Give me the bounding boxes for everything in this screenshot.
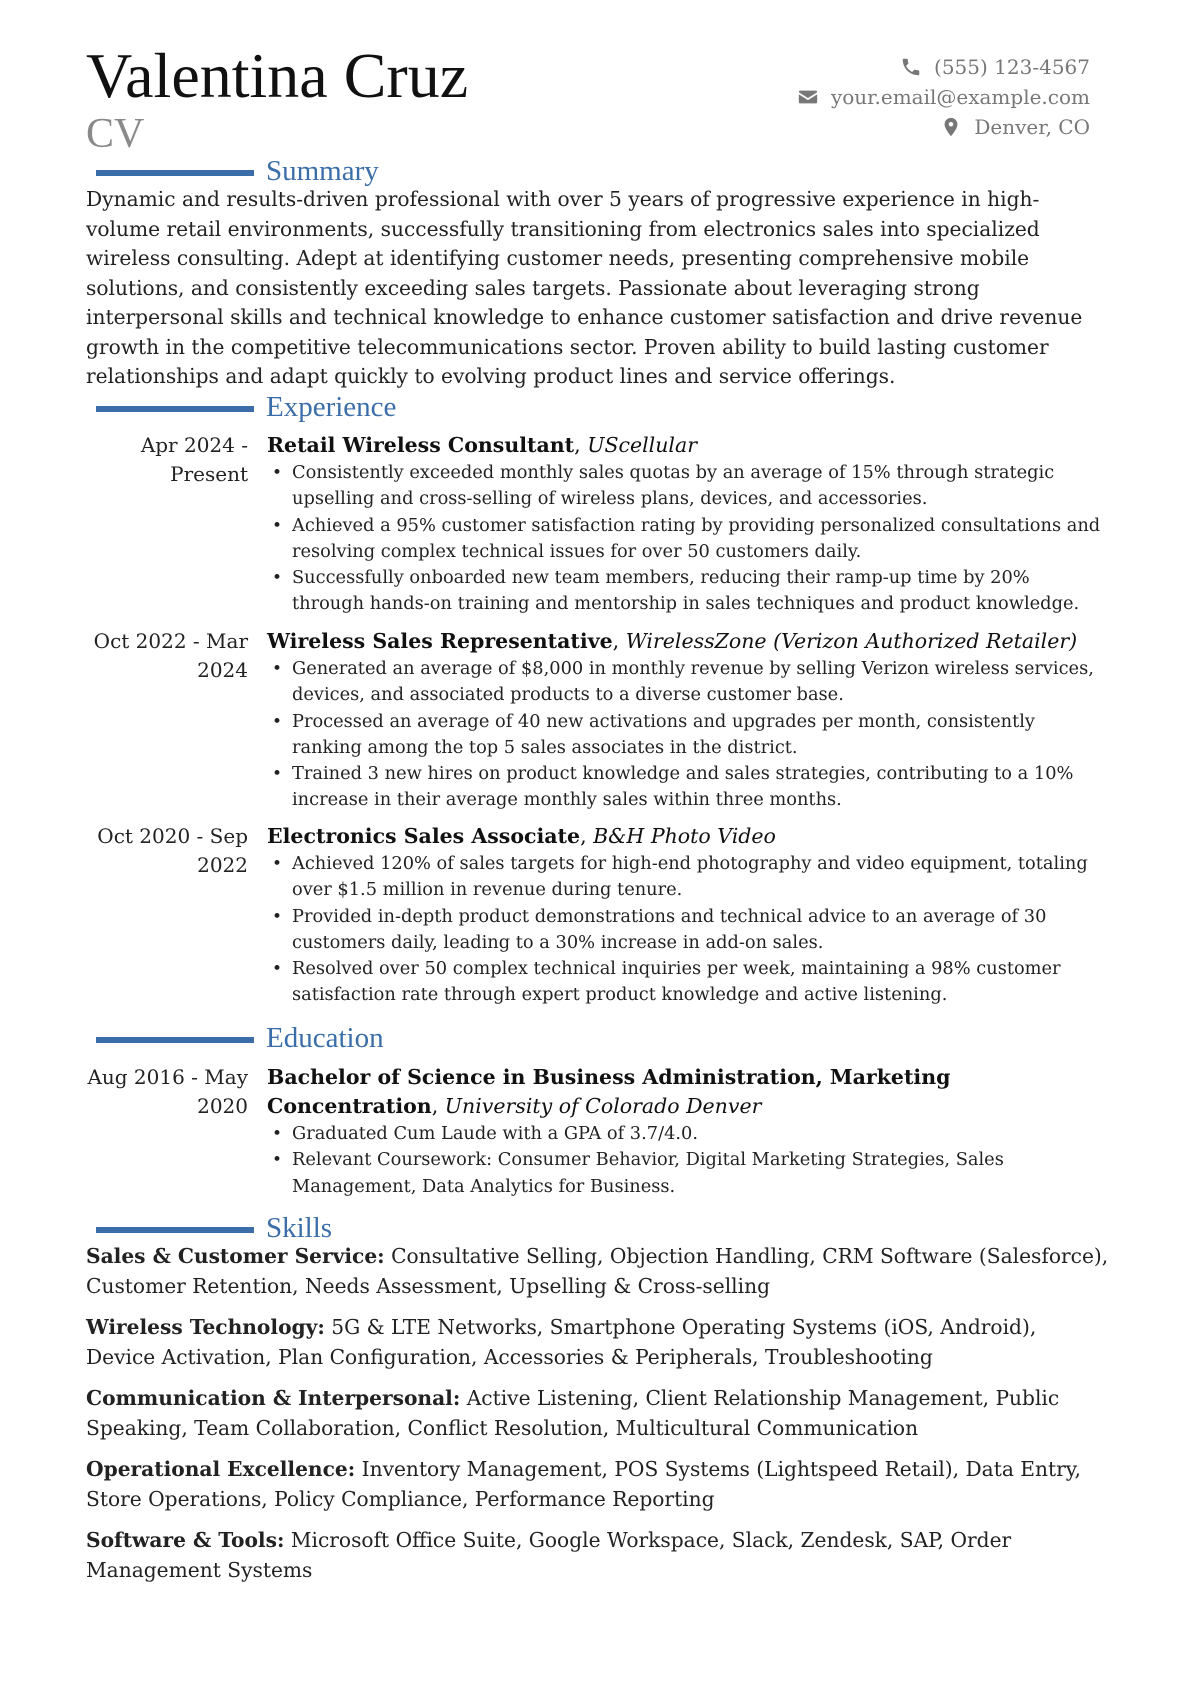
skill-row <box>86 1313 1111 1372</box>
skill-row <box>86 1384 1111 1443</box>
contact-location <box>797 112 1090 142</box>
bullet-item: • Consistently exceeded monthly sales quotas by an average of 15% through strategic upselling and cross-selling of wireless plans, devices, and accessories. <box>267 460 1107 513</box>
bullet-item: • Generated an average of $8,000 in monthly revenue by selling Verizon wireless services, devices, and associated products to a diverse customer base. <box>267 656 1107 709</box>
bullet-item: • Provided in-depth product demonstrations and technical advice to an average of 30 customers daily, leading to a 30% increase in add-on sales. <box>267 904 1107 957</box>
skill-row <box>86 1242 1111 1301</box>
skill-category: Communication & Interpersonal: <box>86 1386 461 1410</box>
skills-list <box>86 1242 1111 1597</box>
job-title: Wireless Sales Representative <box>267 629 613 653</box>
bullet-item: • Relevant Coursework: Consumer Behavior, Digital Marketing Strategies, Sales Management, Data Analytics for Business. <box>267 1147 1107 1200</box>
skill-row <box>86 1455 1111 1514</box>
bullet-item: • Resolved over 50 complex technical inquiries per week, maintaining a 98% customer satisfaction rate through expert product knowledge and active listening. <box>267 956 1107 1009</box>
employer: WirelessZone (Verizon Authorized Retailer) <box>625 629 1078 653</box>
location-text: Denver, CO <box>974 115 1090 139</box>
person-name: Valentina Cruz <box>86 40 469 111</box>
job-title: Retail Wireless Consultant <box>267 433 575 457</box>
section-title: Experience <box>266 391 397 423</box>
entry-date: Oct 2020 - Sep 2022 <box>97 824 248 877</box>
skill-items: Active Listening, Client Relationship Management, Public Speaking, Team Collaboration, Conflict Resolution, Multicultural Communication <box>86 1386 1060 1440</box>
phone-icon <box>900 56 922 78</box>
entry-body <box>267 627 1107 814</box>
entry-date: Aug 2016 - May 2020 <box>87 1065 248 1118</box>
school: University of Colorado Denver <box>444 1094 762 1118</box>
skill-items: Consultative Selling, Objection Handling, CRM Software (Salesforce), Customer Retention, Needs Assessment, Upselling & Cross-selling <box>86 1244 1109 1298</box>
document-subtitle: CV <box>86 111 145 157</box>
bullet-item: • Trained 3 new hires on product knowledge and sales strategies, contributing to a 10% increase in their average monthly sales within three months. <box>267 761 1107 814</box>
bullet-list <box>267 851 1107 1009</box>
entry-date: Oct 2022 - Mar 2024 <box>93 629 248 682</box>
phone-text[interactable]: (555) 123-4567 <box>934 55 1090 79</box>
entry-body <box>267 822 1107 1009</box>
bullet-item: • Graduated Cum Laude with a GPA of 3.7/4.0. <box>267 1121 1107 1147</box>
summary-heading <box>96 153 379 189</box>
bullet-item: • Successfully onboarded new team members, reducing their ramp-up time by 20% through hands-on training and mentorship in sales techniques and product knowledge. <box>267 565 1107 618</box>
bullet-list <box>267 460 1107 618</box>
skill-category: Sales & Customer Service: <box>86 1244 385 1268</box>
skill-items: Inventory Management, POS Systems (Lightspeed Retail), Data Entry, Store Operations, Policy Compliance, Performance Reporting <box>86 1457 1081 1511</box>
skill-category: Operational Excellence: <box>86 1457 356 1481</box>
skill-category: Software & Tools: <box>86 1528 285 1552</box>
section-rule <box>96 406 254 412</box>
skill-items: Microsoft Office Suite, Google Workspace, Slack, Zendesk, SAP, Order Management Systems <box>86 1528 1012 1582</box>
section-title: Education <box>266 1022 384 1054</box>
degree: Bachelor of Science in Business Administration, Marketing Concentration <box>267 1065 951 1118</box>
bullet-item: • Achieved a 95% customer satisfaction rating by providing personalized consultations and resolving complex technical issues for over 50 customers daily. <box>267 513 1107 566</box>
entry-date: Apr 2024 - Present <box>140 433 248 486</box>
bullet-list <box>267 1121 1107 1200</box>
summary-paragraph: Dynamic and results-driven professional with over 5 years of progressive experience in high-volume retail environments, successfully transitioning from electronics sales into specialized wireless consulting. Adept at identifying customer needs, presenting comprehensive mobile solutions, and consistently exceeding sales targets. Passionate about leveraging strong interpersonal skills and technical knowledge to enhance customer satisfaction and drive revenue growth in the competitive telecommunications sector. Proven ability to build lasting customer relationships and adapt quickly to evolving product lines and service offerings. <box>86 187 1083 388</box>
section-rule <box>96 1227 254 1233</box>
map-marker-icon <box>940 116 962 138</box>
skill-row <box>86 1526 1111 1585</box>
experience-heading <box>96 389 396 425</box>
employer: B&H Photo Video <box>593 824 776 848</box>
bullet-item: • Achieved 120% of sales targets for high-end photography and video equipment, totaling over $1.5 million in revenue during tenure. <box>267 851 1107 904</box>
contact-email <box>797 82 1090 112</box>
bullet-item: • Processed an average of 40 new activations and upgrades per month, consistently ranking among the top 5 sales associates in the district. <box>267 709 1107 762</box>
section-title: Summary <box>266 155 379 187</box>
section-rule <box>96 1037 254 1043</box>
entry-body <box>267 1063 1107 1200</box>
skills-heading <box>96 1210 332 1246</box>
entry-headline: Retail Wireless Consultant, UScellular <box>267 433 698 457</box>
entry-headline: Electronics Sales Associate, B&H Photo Video <box>267 824 776 848</box>
employer: UScellular <box>587 433 698 457</box>
email-text[interactable]: your.email@example.com <box>830 85 1090 109</box>
skill-category: Wireless Technology: <box>86 1315 325 1339</box>
bullet-list <box>267 656 1107 814</box>
entry-headline: Wireless Sales Representative, WirelessZone (Verizon Authorized Retailer) <box>267 629 1078 653</box>
envelope-icon <box>797 86 819 108</box>
section-title: Skills <box>266 1212 333 1244</box>
contact-block <box>797 52 1090 142</box>
job-title: Electronics Sales Associate <box>267 824 581 848</box>
education-heading <box>96 1020 384 1056</box>
section-rule <box>96 170 254 176</box>
skill-items: 5G & LTE Networks, Smartphone Operating Systems (iOS, Android), Device Activation, Plan Configuration, Accessories & Peripherals, Troubleshooting <box>86 1315 1037 1369</box>
contact-phone <box>797 52 1090 82</box>
entry-body <box>267 431 1107 618</box>
entry-headline: Bachelor of Science in Business Administration, Marketing Concentration, University of Colorado Denver <box>267 1065 951 1118</box>
